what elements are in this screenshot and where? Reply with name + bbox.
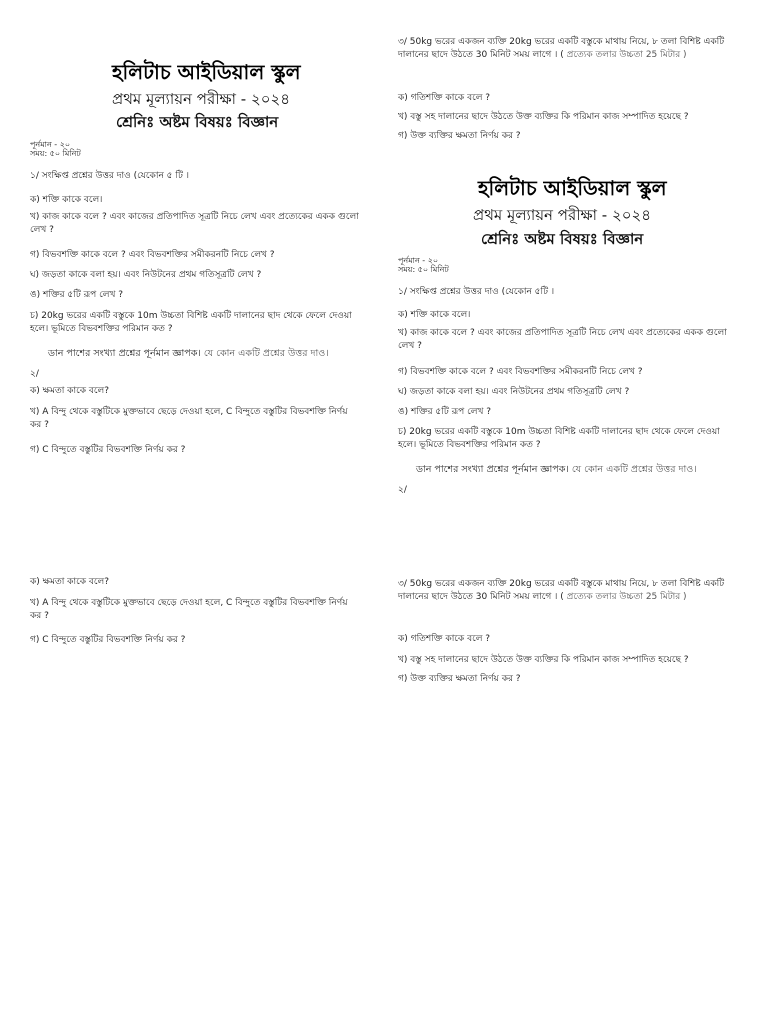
q3-kha-bottom-right: খ) বস্তু সহ দালানের ছাদে উঠতে উক্ত ব্যক্তির কি পরিমান কাজ সম্পাদিত হয়েছে ? xyxy=(398,655,689,665)
school-name-right: হলিটাচ আইডিয়াল স্কুল xyxy=(478,176,667,200)
q3-stem-main-right-top: ৩/ 50kg ভরের একজন ব্যক্তি 20kg ভরের একটি বস্তুকে মাথায় নিয়ে, ৮ তলা বিশিষ্ট একটি দালানের ছাদে উঠতে 30 মিনিট সময় লাগে । ( xyxy=(398,37,725,60)
q1-cha-left: চ) 20kg ভরের একটি বস্তুকে 10m উচ্চতা বিশিষ্ট একটি দালানের ছাদ থেকে ফেলে দেওয়া হলে। ভূমিতে বিভবশক্তির পরিমান কত ? xyxy=(30,311,352,334)
school-name-left: হলিটাচ আইডিয়াল স্কুল xyxy=(112,60,301,84)
q1-gha-left: ঘ) জড়তা কাকে বলা হয়। এবং নিউটনের প্রথম গতিসূত্রটি লেখ ? xyxy=(30,270,262,280)
q1-gha-right: ঘ) জড়তা কাকে বলা হয়। এবং নিউটনের প্রথম গতিসূত্রটি লেখ ? xyxy=(398,387,630,397)
q2-kha-left: খ) A বিন্দু থেকে বস্তুটিকে মুক্তভাবে ছেড়ে দেওয়া হলে, C বিন্দুতে বস্তুটির বিভবশক্তি নির্ণয় কর ? xyxy=(30,407,348,430)
q1-ga-left: গ) বিভবশক্তি কাকে বলে ? এবং বিভবশক্তির সমীকরনটি নিচে লেখ ? xyxy=(30,250,275,260)
instruction-q1-left: ১/ সংক্ষিপ্ত প্রশ্নের উত্তর দাও (যেকোন ৫ টি । xyxy=(30,171,189,181)
class-subject-left: শ্রেনিঃ অষ্টম বিষয়ঃ বিজ্ঞান xyxy=(116,113,279,131)
q3-stem-right-top xyxy=(398,36,738,62)
q1-uma-left: ঙ) শক্তির ৫টি রূপ লেখ ? xyxy=(30,290,124,300)
q3-ga-bottom-right: গ) উক্ত ব্যক্তির ক্ষমতা নির্ণয় কর ? xyxy=(398,674,521,684)
time-left: সময়: ৫০ মিনিট xyxy=(30,149,81,158)
exam-title-right: প্রথম মূল্যায়ন পরীক্ষা - ২০২৪ xyxy=(473,206,651,224)
note-soft-right: যে কোন একটি প্রশ্নের উত্তর দাও। xyxy=(571,464,697,475)
q1-ka-left: ক) শক্তি কাকে বলে। xyxy=(30,195,103,205)
full-marks-right: পূর্নমান - ২০ xyxy=(398,256,439,265)
q3-ka-right-top: ক) গতিশক্তি কাকে বলে ? xyxy=(398,93,491,103)
note-soft-left: যে কোন একটি প্রশ্নের উত্তর দাও। xyxy=(203,348,329,359)
exam-title-left: প্রথম মূল্যায়ন পরীক্ষা - ২০২৪ xyxy=(112,90,290,108)
q2-ga-bottom-left: গ) C বিন্দুতে বস্তুটির বিভবশক্তি নির্ণয় কর ? xyxy=(30,635,186,645)
q1-kha-left: খ) কাজ কাকে বলে ? এবং কাজের প্রতিপাদিত সূত্রটি নিচে লেখ এবং প্রত্যেকের একক গুলো লেখ ? xyxy=(30,212,359,235)
note-right xyxy=(416,463,697,478)
class-subject-right: শ্রেনিঃ অষ্টম বিষয়ঃ বিজ্ঞান xyxy=(481,230,644,248)
q3-stem-main-bottom-right: ৩/ 50kg ভরের একজন ব্যক্তি 20kg ভরের একটি বস্তুকে মাথায় নিয়ে, ৮ তলা বিশিষ্ট একটি দালানের ছাদে উঠতে 30 মিনিট সময় লাগে । ( xyxy=(398,579,725,602)
q1-cha-right: চ) 20kg ভরের একটি বস্তুকে 10m উচ্চতা বিশিষ্ট একটি দালানের ছাদ থেকে ফেলে দেওয়া হলে। ভূমিতে বিভবশক্তির পরিমান কত ? xyxy=(398,427,720,450)
q1-kha-right: খ) কাজ কাকে বলে ? এবং কাজের প্রতিপাদিত সূত্রটি নিচে লেখ এবং প্রত্যেকের একক গুলো লেখ ? xyxy=(398,328,727,351)
q1-uma-right: ঙ) শক্তির ৫টি রূপ লেখ ? xyxy=(398,407,492,417)
full-marks-left: পূর্নমান - ২০ xyxy=(30,140,71,149)
instruction-q1-right: ১/ সংক্ষিপ্ত প্রশ্নের উত্তর দাও (যেকোন ৫টি । xyxy=(398,287,555,297)
note-left xyxy=(48,347,329,362)
time-right: সময়: ৫০ মিনিট xyxy=(398,265,449,274)
q3-ka-bottom-right: ক) গতিশক্তি কাকে বলে ? xyxy=(398,634,491,644)
q1-ka-right: ক) শক্তি কাকে বলে। xyxy=(398,310,471,320)
q1-ga-right: গ) বিভবশক্তি কাকে বলে ? এবং বিভবশক্তির সমীকরনটি নিচে লেখ ? xyxy=(398,367,643,377)
note-main-left: ডান পাশের সংখ্যা প্রশ্নের পূর্নমান জ্ঞাপক। xyxy=(48,348,201,359)
q3-stem-soft-bottom-right: প্রত্যেক তলার উচ্চতা 25 মিটার ) xyxy=(566,592,687,602)
q2-label-right: ২/ xyxy=(398,485,407,495)
q3-stem-soft-right-top: প্রত্যেক তলার উচ্চতা 25 মিটার ) xyxy=(566,50,687,60)
q2-label-left: ২/ xyxy=(30,369,39,379)
q3-kha-right-top: খ) বস্তু সহ দালানের ছাদে উঠতে উক্ত ব্যক্তির কি পরিমান কাজ সম্পাদিত হয়েছে ? xyxy=(398,112,689,122)
q3-stem-bottom-right xyxy=(398,578,738,604)
q2-ga-left: গ) C বিন্দুতে বস্তুটির বিভবশক্তি নির্ণয় কর ? xyxy=(30,445,186,455)
q2-kha-bottom-left: খ) A বিন্দু থেকে বস্তুটিকে মুক্তভাবে ছেড়ে দেওয়া হলে, C বিন্দুতে বস্তুটির বিভবশক্তি নির্ণয় কর ? xyxy=(30,598,348,621)
note-main-right: ডান পাশের সংখ্যা প্রশ্নের পূর্নমান জ্ঞাপক। xyxy=(416,464,569,475)
q2-ka-bottom-left: ক) ক্ষমতা কাকে বলে? xyxy=(30,577,109,587)
q3-ga-right-top: গ) উক্ত ব্যক্তির ক্ষমতা নির্ণয় কর ? xyxy=(398,131,521,141)
q2-ka-left: ক) ক্ষমতা কাকে বলে? xyxy=(30,386,109,396)
